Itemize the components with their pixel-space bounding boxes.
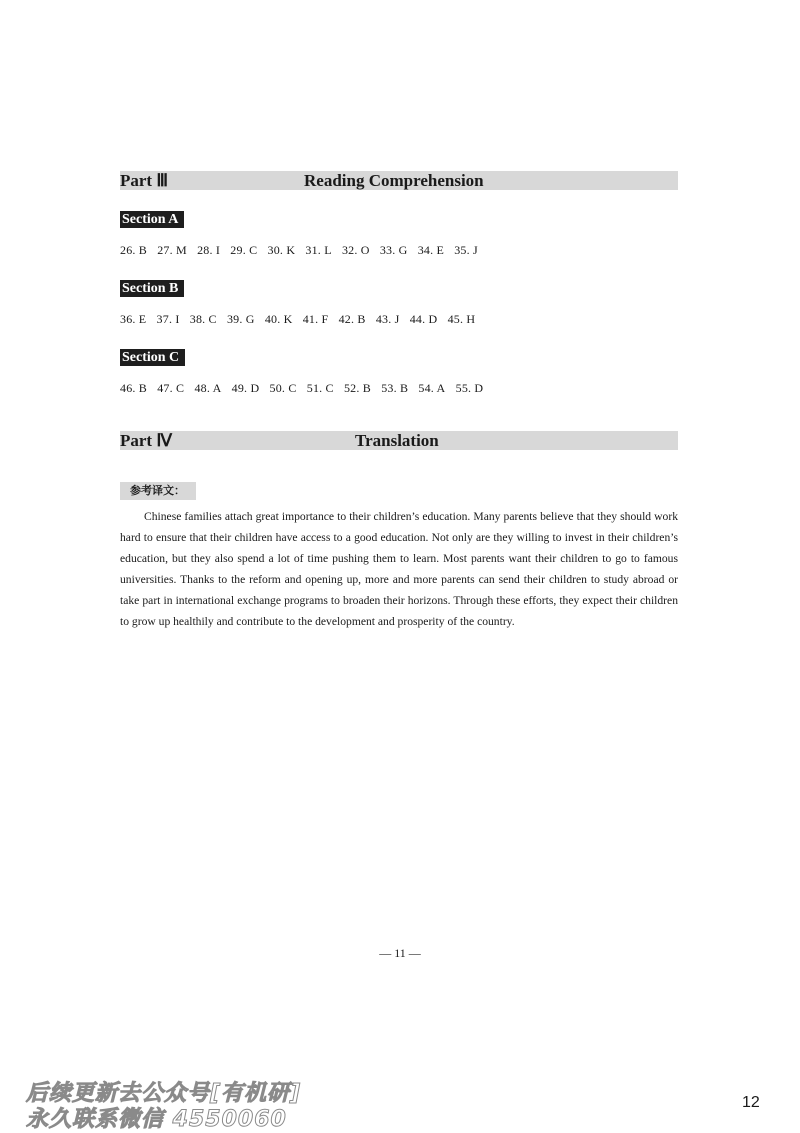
answer-item: 35. J [454,243,478,257]
part-4-title: Translation [355,431,439,450]
answer-item: 28. I [197,243,221,257]
answer-item: 41. F [302,312,329,326]
answer-item: 39. G [226,312,255,326]
part-4-label: Part Ⅳ [120,431,173,450]
answer-item: 51. C [306,381,334,395]
answer-item: 49. D [231,381,260,395]
answer-item: 55. D [455,381,484,395]
part-3-label: Part Ⅲ [120,171,169,190]
section-c-tag: Section C [120,349,185,366]
corner-page-number: 12 [742,1094,760,1111]
answer-item: 29. C [230,243,258,257]
section-b-answers [120,312,482,327]
answer-item: 31. L [305,243,332,257]
section-a-tag: Section A [120,211,184,228]
answer-item: 52. B [343,381,371,395]
answer-item: 53. B [381,381,409,395]
answer-item: 27. M [157,243,187,257]
answer-item: 26. B [120,243,148,257]
section-b-tag: Section B [120,280,184,297]
answer-item: 37. I [156,312,180,326]
answer-item: 30. K [267,243,296,257]
reference-translation-label: 参考译文： [120,482,196,500]
translation-paragraph: Chinese families attach great importance to their children’s education. Many parents believe that they should work hard to ensure that their children have access to a good education. Not only are they willing to invest in their children’s education, but they also spend a lot of time pushing them to learn. Most parents want their children to go to famous universities. Thanks to the reform and opening up, more and more parents can send their children to study abroad or take part in international exchange programs to broaden their horizons. Through these efforts, they expect their children to grow up healthily and contribute to the development and prosperity of the country. [120,510,678,628]
answer-item: 42. B [338,312,366,326]
answer-item: 33. G [379,243,408,257]
answer-item: 34. E [417,243,445,257]
answer-item: 48. A [194,381,222,395]
answer-item: 54. A [418,381,446,395]
answer-item: 43. J [375,312,400,326]
answer-item: 46. B [120,381,148,395]
answer-item: 36. E [120,312,147,326]
part-3-header [120,171,678,190]
section-c-answers [120,381,490,396]
watermark-line-1: 后续更新去公众号[有机研] [26,1081,302,1106]
watermark-line-2: 永久联系微信 4550060 [26,1107,287,1132]
section-a-answers [120,243,485,258]
answer-item: 47. C [157,381,185,395]
answer-item: 45. H [447,312,476,326]
part-3-title: Reading Comprehension [304,171,484,190]
page-number: — 11 — [379,946,421,960]
answer-item: 32. O [341,243,370,257]
answer-item: 38. C [189,312,217,326]
answer-item: 44. D [409,312,438,326]
answer-item: 50. C [269,381,297,395]
part-4-header [120,431,678,450]
answer-item: 40. K [264,312,293,326]
